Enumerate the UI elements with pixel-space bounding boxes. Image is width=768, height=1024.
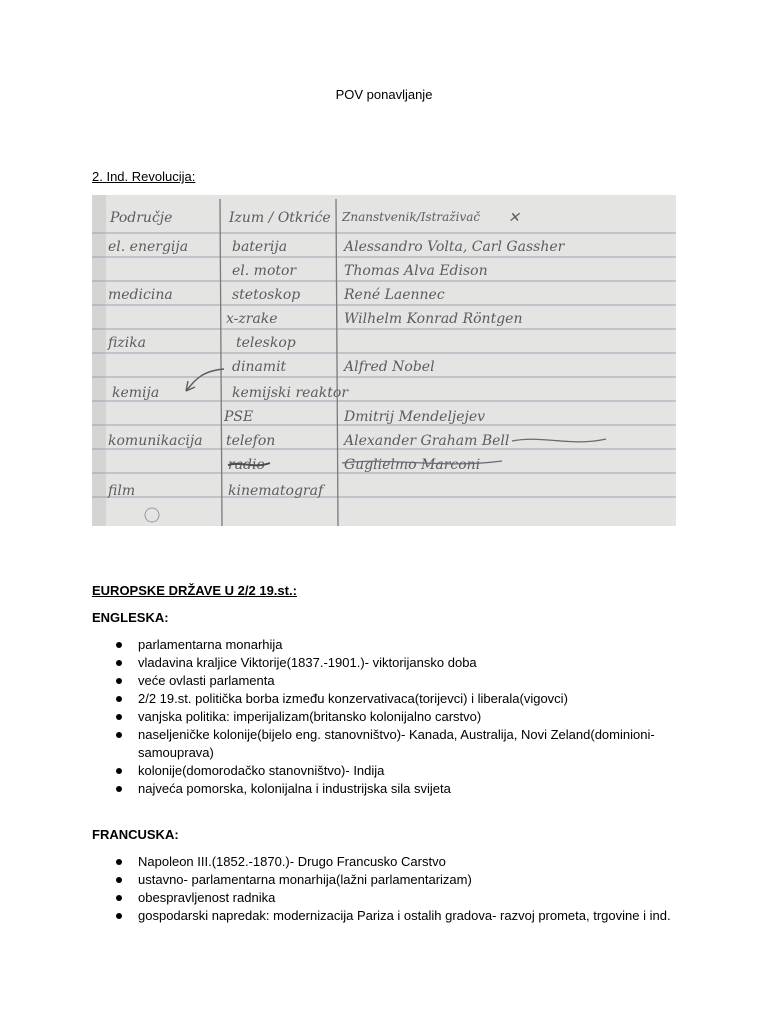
table-cell-person: Alexander Graham Bell bbox=[344, 433, 510, 449]
list-item: obespravljenost radnika bbox=[92, 889, 692, 907]
table-cell-area: komunikacija bbox=[108, 433, 203, 449]
table-cell-area: kemija bbox=[112, 385, 160, 401]
country-heading-france: FRANCUSKA: bbox=[92, 827, 179, 842]
table-cell-invention: stetoskop bbox=[232, 287, 301, 303]
table-cell-invention: baterija bbox=[232, 239, 288, 255]
table-cell-person: Wilhelm Konrad Röntgen bbox=[344, 311, 523, 327]
table-cell-person: Thomas Alva Edison bbox=[344, 263, 488, 279]
list-item: 2/2 19.st. politička borba između konzervativaca(torijevci) i liberala(vigovci) bbox=[92, 690, 692, 708]
table-cell-invention: kemijski reaktor bbox=[232, 385, 349, 401]
handwritten-table-photo bbox=[92, 195, 676, 526]
table-cell-invention: el. motor bbox=[232, 263, 297, 279]
section-heading-europe: EUROPSKE DRŽAVE U 2/2 19.st.: bbox=[92, 583, 297, 598]
section-heading-ind-revolution: 2. Ind. Revolucija: bbox=[92, 169, 196, 184]
table-cell-area: el. energija bbox=[108, 239, 189, 255]
table-cell-invention: PSE bbox=[224, 409, 254, 425]
country-heading-england: ENGLESKA: bbox=[92, 610, 169, 625]
table-header-area: Područje bbox=[110, 210, 173, 226]
table-cell-invention: kinematograf bbox=[228, 483, 324, 499]
list-item: vladavina kraljice Viktorije(1837.-1901.)- viktorijansko doba bbox=[92, 654, 692, 672]
table-cell-person: Guglielmo Marconi bbox=[344, 457, 481, 473]
france-list bbox=[92, 853, 692, 925]
table-cell-area: film bbox=[108, 483, 136, 499]
table-cell-person: Alessandro Volta, Carl Gassher bbox=[344, 239, 565, 255]
list-item: parlamentarna monarhija bbox=[92, 636, 692, 654]
england-list bbox=[92, 636, 692, 798]
table-cell-invention: radio bbox=[228, 457, 265, 473]
table-cell-invention: telefon bbox=[226, 433, 276, 449]
list-item: Napoleon III.(1852.-1870.)- Drugo Francusko Carstvo bbox=[92, 853, 692, 871]
table-cell-area: medicina bbox=[108, 287, 173, 303]
list-item: kolonije(domorodačko stanovništvo)- Indija bbox=[92, 762, 692, 780]
table-header-invention: Izum / Otkriće bbox=[229, 210, 331, 226]
list-item: ustavno- parlamentarna monarhija(lažni parlamentarizam) bbox=[92, 871, 692, 889]
handwritten-table-svg bbox=[92, 195, 676, 526]
list-item: gospodarski napredak: modernizacija Pariza i ostalih gradova- razvoj prometa, trgovine i ind. bbox=[92, 907, 692, 925]
list-item: veće ovlasti parlamenta bbox=[92, 672, 692, 690]
table-header-person: Znanstvenik/Istraživač bbox=[342, 210, 481, 224]
document-title: POV ponavljanje bbox=[335, 87, 433, 102]
list-item: naseljeničke kolonije(bijelo eng. stanovništvo)- Kanada, Australija, Novi Zeland(dominioni-samouprava) bbox=[92, 726, 658, 762]
table-cell-invention: x-zrake bbox=[226, 311, 278, 327]
list-item: vanjska politika: imperijalizam(britansko kolonijalno carstvo) bbox=[92, 708, 692, 726]
list-item: najveća pomorska, kolonijalna i industrijska sila svijeta bbox=[92, 780, 692, 798]
table-cell-invention: dinamit bbox=[232, 359, 287, 375]
cross-mark-icon: ✕ bbox=[508, 210, 520, 226]
table-cell-person: Alfred Nobel bbox=[344, 359, 435, 375]
table-cell-person: René Laennec bbox=[344, 287, 445, 303]
table-cell-invention: teleskop bbox=[236, 335, 296, 351]
table-cell-area: fizika bbox=[108, 335, 147, 351]
table-cell-person: Dmitrij Mendeljejev bbox=[344, 409, 486, 425]
